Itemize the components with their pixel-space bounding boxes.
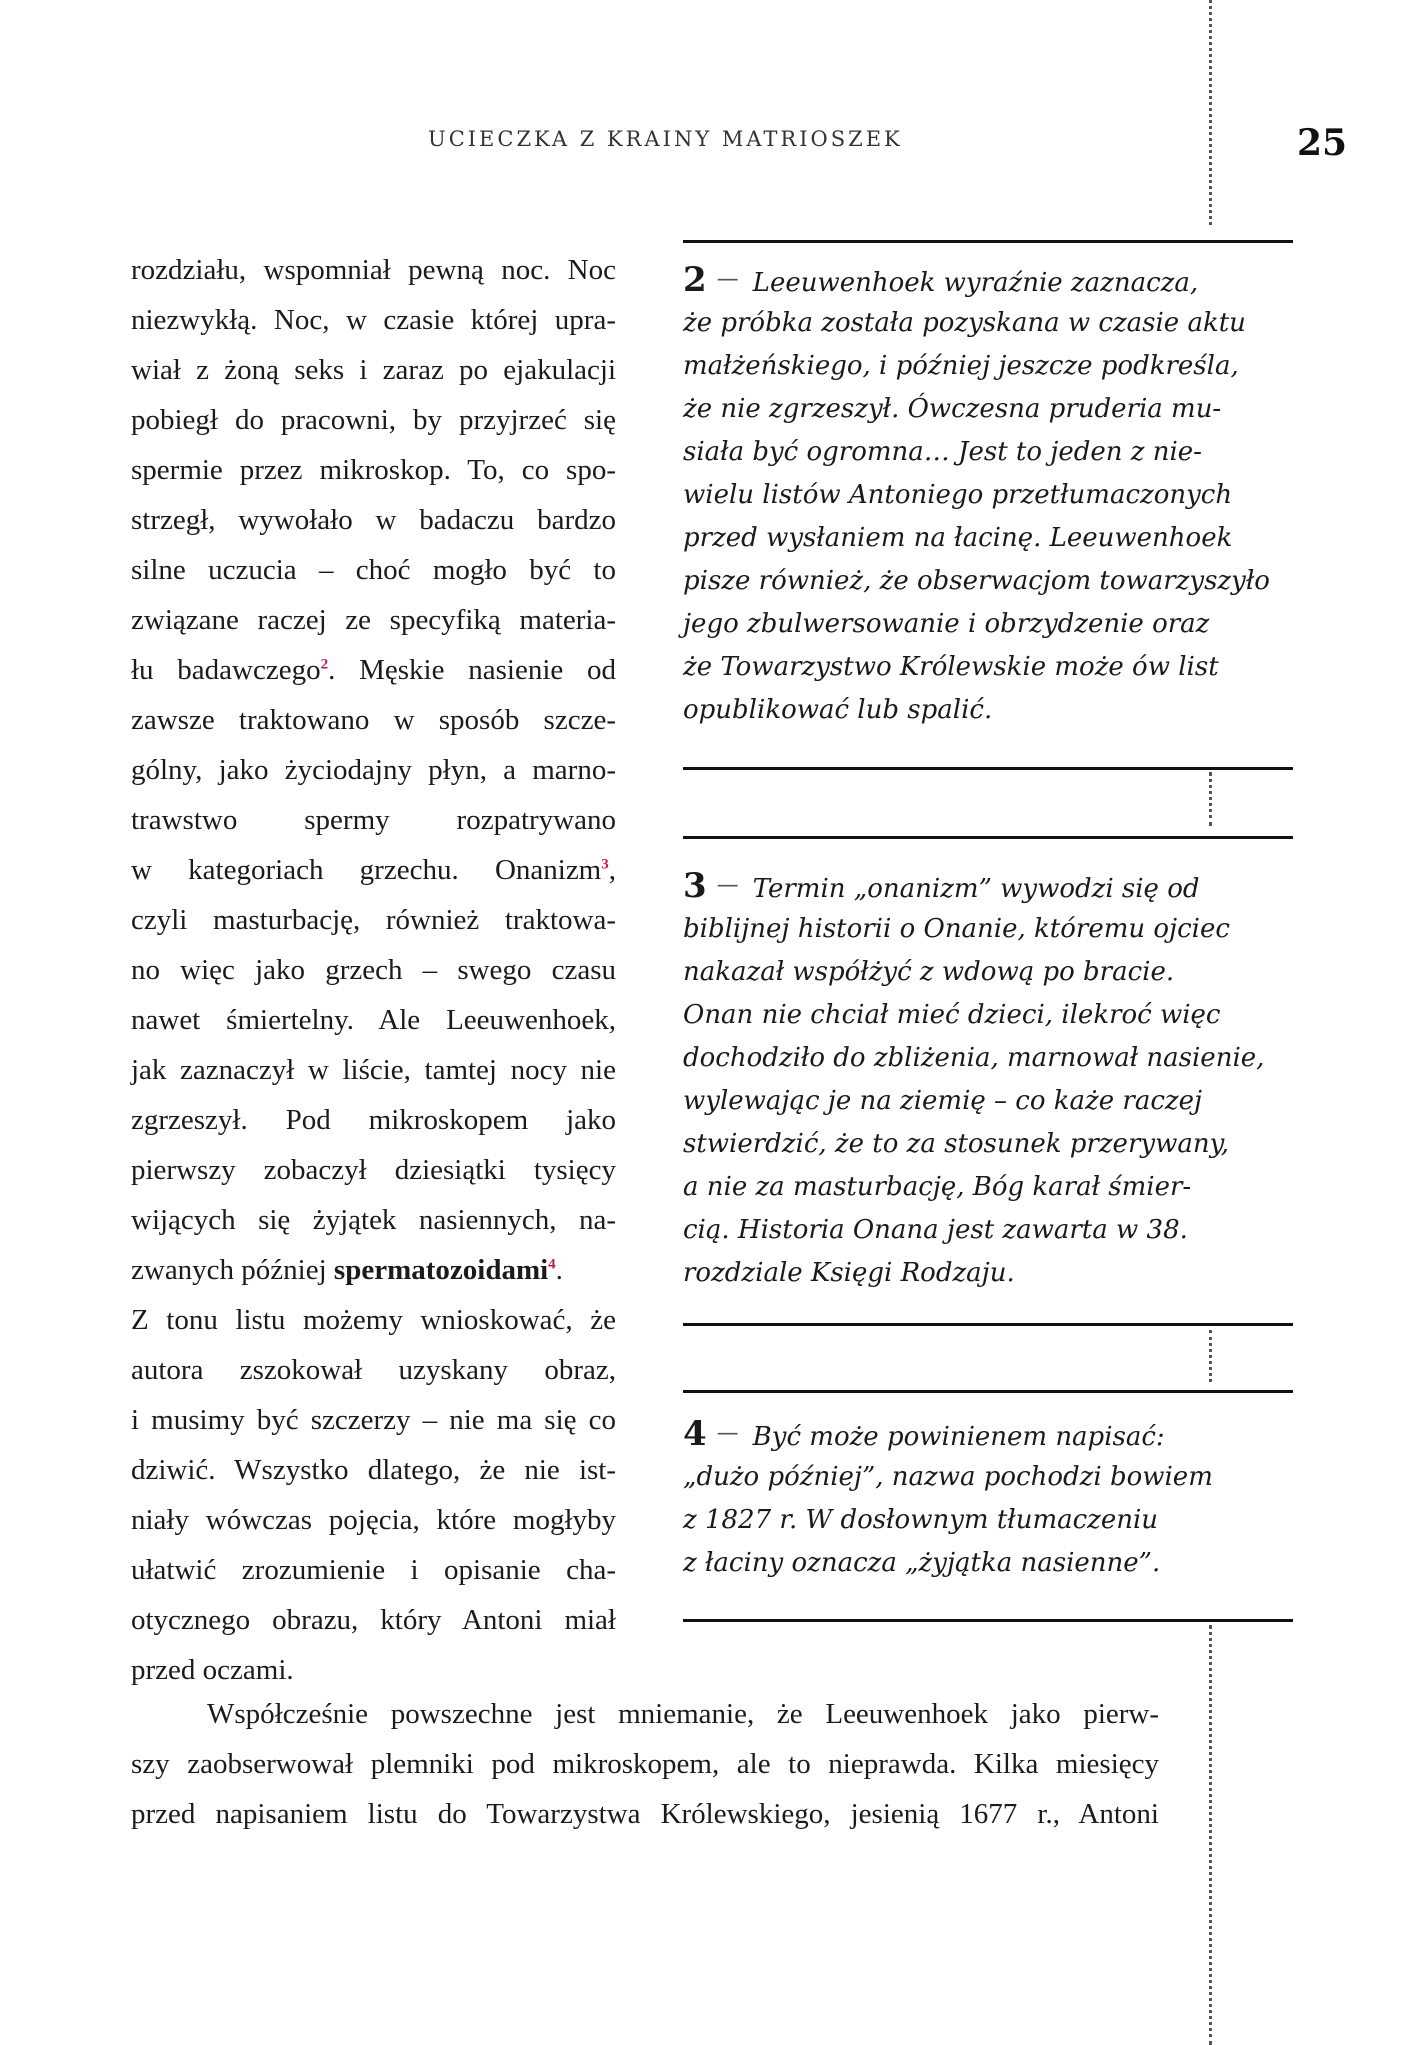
body-text: . (555, 1254, 563, 1286)
body-line: przed napisaniem listu do Towarzystwa Królewskiego, jesienią 1677 r., Antoni (131, 1798, 1159, 1830)
dotted-guide-bottom (1209, 1625, 1212, 2045)
body-line: jak zaznaczył w liście, tamtej nocy nie (131, 1054, 616, 1086)
body-line: silne uczucia – choć mogło być to (131, 554, 616, 586)
footnote-text: Termin „onanizm” wywodzi się od (752, 874, 1200, 904)
body-line: nawet śmiertelny. Ale Leeuwenhoek, (131, 1004, 616, 1036)
body-line: autora zszokował uzyskany obraz, (131, 1354, 616, 1386)
footnote-text: rozdziale Księgi Rodzaju. (683, 1258, 1015, 1288)
body-line: spermie przez mikroskop. To, co spo- (131, 454, 616, 486)
body-line: dziwić. Wszystko dlatego, że nie ist- (131, 1454, 616, 1486)
footnote-2 (683, 240, 1293, 770)
footnote-text: z łaciny oznacza „żyjątka nasienne”. (683, 1548, 1161, 1578)
main-column (131, 245, 616, 1695)
dotted-guide-top (1209, 0, 1212, 225)
body-line: Współcześnie powszechne jest mniemanie, że Leeuwenhoek jako pierw- (207, 1698, 1159, 1730)
body-line (131, 645, 616, 695)
body-line: wijących się żyjątek nasiennych, na- (131, 1204, 616, 1236)
footnote-text: Onan nie chciał mieć dzieci, ilekroć więc (683, 1000, 1221, 1030)
footnote-text: siała być ogromna… Jest to jeden z nie- (683, 437, 1202, 467)
footnote-4-body (683, 1413, 1213, 1585)
footnote-text: z 1827 r. W dosłownym tłumaczeniu (683, 1505, 1159, 1535)
bottom-paragraph (131, 1689, 1159, 1839)
body-text: , (608, 854, 616, 886)
footnote-text: biblijnej historii o Onanie, któremu ojciec (683, 914, 1230, 944)
body-line: szy zaobserwował plemniki pod mikroskopem, ale to nieprawda. Kilka miesięcy (131, 1748, 1159, 1780)
footnote-text: że nie zgrzeszył. Ówczesna pruderia mu- (683, 394, 1222, 424)
footnote-text: Leeuwenhoek wyraźnie zaznacza, (752, 268, 1199, 298)
body-line: ułatwić zrozumienie i opisanie cha- (131, 1554, 616, 1586)
body-line: strzegł, wywołało w badaczu bardzo (131, 504, 616, 536)
body-line: zawsze traktowano w sposób szcze- (131, 704, 616, 736)
footnote-text: a nie za masturbację, Bóg karał śmier- (683, 1172, 1192, 1202)
keyword-spermatozoidami: spermatozoidami (333, 1254, 549, 1286)
footnote-2-number: 2 (683, 260, 707, 300)
body-line: rozdziału, wspomniał pewną noc. Noc (131, 254, 616, 286)
body-line: otycznego obrazu, który Antoni miał (131, 1604, 616, 1636)
footnote-ref-3[interactable]: 3 (601, 856, 609, 873)
footnote-dash: — (716, 1421, 739, 1446)
body-line (131, 845, 616, 895)
footnote-4-number: 4 (683, 1414, 707, 1454)
body-line: niezwykłą. Noc, w czasie której upra- (131, 304, 616, 336)
footnote-2-body (683, 259, 1270, 732)
body-text: . Męskie nasienie od (328, 654, 616, 686)
body-line: pierwszy zobaczył dziesiątki tysięcy (131, 1154, 616, 1186)
body-line: no więc jako grzech – swego czasu (131, 954, 616, 986)
footnote-text: że Towarzystwo Królewskie może ów list (683, 652, 1219, 682)
dotted-guide-mid-2 (1209, 1330, 1212, 1382)
footnote-dash: — (716, 873, 739, 898)
footnote-3-body (683, 865, 1264, 1295)
body-line: i musimy być szczerzy – nie ma się co (131, 1404, 616, 1436)
body-line: Z tonu listu możemy wnioskować, że (131, 1304, 616, 1336)
footnote-text: Być może powinienem napisać: (752, 1422, 1165, 1452)
body-line: pobiegł do pracowni, by przyjrzeć się (131, 404, 616, 436)
body-text: zwanych później (131, 1254, 334, 1286)
running-title: UCIECZKA Z KRAINY MATRIOSZEK (428, 127, 903, 151)
body-line: wiał z żoną seks i zaraz po ejakulacji (131, 354, 616, 386)
body-line: przed oczami. (131, 1654, 294, 1686)
footnote-text: nakazał współżyć z wdową po bracie. (683, 957, 1175, 987)
footnote-text: małżeńskiego, i później jeszcze podkreśla, (683, 351, 1239, 381)
footnote-text: opublikować lub spalić. (683, 695, 993, 725)
footnote-ref-2[interactable]: 2 (320, 656, 329, 673)
footnote-text: że próbka została pozyskana w czasie aktu (683, 308, 1246, 338)
footnote-text: jego zbulwersowanie i obrzydzenie oraz (683, 609, 1210, 639)
footnote-text: pisze również, że obserwacjom towarzyszyło (683, 566, 1270, 596)
footnote-4 (683, 1390, 1293, 1622)
body-line: trawstwo spermy rozpatrywano (131, 804, 616, 836)
footnote-text: wylewając je na ziemię – co każe raczej (683, 1086, 1203, 1116)
body-text: łu badawczego (131, 654, 321, 686)
footnote-text: przed wysłaniem na łacinę. Leeuwenhoek (683, 523, 1233, 553)
page-number: 25 (1297, 122, 1348, 164)
dotted-guide-mid-1 (1209, 772, 1212, 826)
body-line: zgrzeszył. Pod mikroskopem jako (131, 1104, 616, 1136)
body-line: niały wówczas pojęcia, które mogłyby (131, 1504, 616, 1536)
footnote-ref-4[interactable]: 4 (548, 1256, 556, 1273)
body-line: związane raczej ze specyfiką materia- (131, 604, 616, 636)
footnote-text: wielu listów Antoniego przetłumaczonych (683, 480, 1233, 510)
footnote-text: „dużo później”, nazwa pochodzi bowiem (683, 1462, 1213, 1492)
body-line: gólny, jako życiodajny płyn, a marno- (131, 754, 616, 786)
body-line: czyli masturbację, również traktowa- (131, 904, 616, 936)
body-text: w kategoriach grzechu. Onanizm (131, 854, 602, 886)
footnote-text: cią. Historia Onana jest zawarta w 38. (683, 1215, 1188, 1245)
footnote-dash: — (716, 267, 739, 292)
body-line (131, 1245, 616, 1295)
footnote-3 (683, 836, 1293, 1326)
footnote-3-number: 3 (683, 866, 707, 906)
footnote-text: stwierdzić, że to za stosunek przerywany, (683, 1129, 1230, 1159)
footnote-text: dochodziło do zbliżenia, marnował nasienie, (683, 1043, 1265, 1073)
